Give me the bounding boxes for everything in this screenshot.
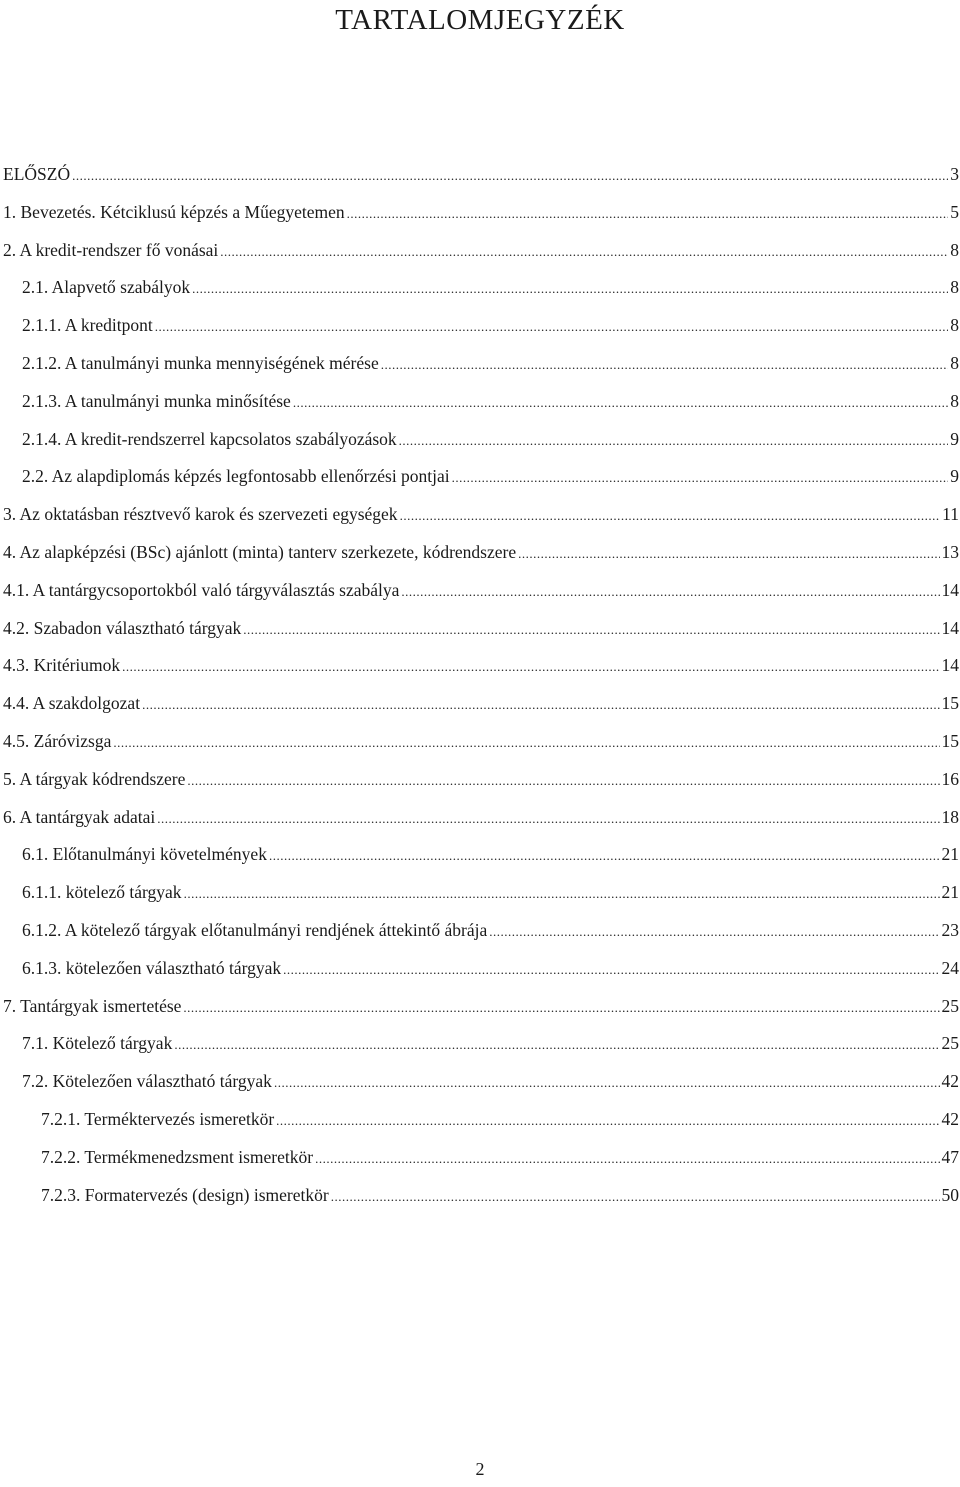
toc-dot-leader [489, 913, 939, 951]
toc-entry[interactable] [3, 799, 959, 837]
toc-entry-page: 9 [950, 466, 959, 487]
toc-entry[interactable] [3, 988, 959, 1026]
toc-entry-page: 8 [950, 352, 959, 373]
toc-entry-title: 7. Tantárgyak ismertetése [3, 995, 182, 1016]
toc-dot-leader [113, 724, 939, 762]
toc-dot-leader [155, 308, 948, 346]
toc-dot-leader [183, 989, 939, 1027]
toc-entry-page: 16 [941, 768, 959, 789]
toc-entry-page: 24 [941, 957, 959, 978]
toc-entry-page: 21 [941, 882, 959, 903]
toc-entry-title: ELŐSZÓ [3, 164, 71, 184]
toc-entry-title: 7.2.2. Termékmenedzsment ismeretkör [41, 1146, 314, 1167]
toc-entry-title: 7.2.1. Terméktervezés ismeretkör [41, 1108, 275, 1129]
toc-entry[interactable] [3, 1177, 959, 1215]
toc-entry[interactable] [3, 458, 959, 496]
toc-entry-page: 50 [941, 1184, 959, 1205]
toc-entry-title: 4.3. Kritériumok [3, 655, 121, 676]
toc-entry[interactable] [3, 345, 959, 383]
toc-entry-page: 13 [941, 541, 959, 562]
toc-dot-leader [274, 1064, 940, 1102]
toc-dot-leader [518, 535, 939, 573]
toc-entry-page: 14 [941, 617, 959, 638]
toc-entry-page: 23 [941, 919, 959, 940]
toc-entry-title: 3. Az oktatásban résztvevő karok és szervezeti egységek [3, 504, 398, 525]
toc-entry-title: 6.1.3. kötelezően választható tárgyak [22, 957, 282, 978]
toc-entry-title: 6.1. Előtanulmányi követelmények [22, 844, 267, 865]
toc-entry-page: 14 [941, 579, 959, 600]
toc-dot-leader [381, 346, 949, 384]
toc-entry[interactable] [3, 761, 959, 799]
toc-entry-page: 8 [950, 239, 959, 260]
toc-entry[interactable] [3, 1063, 959, 1101]
toc-dot-leader [192, 270, 948, 308]
toc-dot-leader [174, 1026, 939, 1064]
toc-entry-title: 2.1.4. A kredit-rendszerrel kapcsolatos szabályozások [22, 428, 397, 449]
toc-entry[interactable] [3, 685, 959, 723]
toc-entry-title: 4.2. Szabadon választható tárgyak [3, 617, 242, 638]
toc-entry[interactable] [3, 874, 959, 912]
toc-entry-page: 8 [950, 277, 959, 298]
toc-entry[interactable] [3, 610, 959, 648]
toc-dot-leader [315, 1140, 939, 1178]
toc-entry-title: 2. A kredit-rendszer fő vonásai [3, 239, 219, 260]
toc-entry-page: 18 [941, 806, 959, 827]
toc-dot-leader [187, 762, 939, 800]
toc-entry-title: 6. A tantárgyak adatai [3, 806, 156, 827]
toc-entry[interactable] [3, 950, 959, 988]
toc-entry-page: 5 [950, 201, 959, 222]
toc-entry[interactable] [3, 1025, 959, 1063]
toc-entry[interactable] [3, 307, 959, 345]
toc-entry[interactable] [3, 496, 959, 534]
toc-entry-title: 7.2. Kötelezően választható tárgyak [22, 1071, 272, 1092]
toc-dot-leader [72, 157, 948, 195]
toc-entry-page: 47 [941, 1146, 959, 1167]
toc-dot-leader [184, 875, 940, 913]
toc-dot-leader [452, 459, 949, 497]
toc-entry[interactable] [3, 383, 959, 421]
toc-entry[interactable] [3, 421, 959, 459]
toc-entry-title: 2.1.2. A tanulmányi munka mennyiségének mérése [22, 352, 379, 373]
toc-dot-leader [269, 837, 940, 875]
toc-entry[interactable] [3, 912, 959, 950]
toc-entry[interactable] [3, 232, 959, 270]
toc-entry-page: 25 [941, 1033, 959, 1054]
toc-entry-page: 21 [941, 844, 959, 865]
toc-entry-page: 42 [941, 1108, 959, 1129]
toc-dot-leader [122, 648, 939, 686]
toc-entry[interactable] [3, 647, 959, 685]
toc-entry-title: 2.2. Az alapdiplomás képzés legfontosabb ellenőrzési pontjai [22, 466, 450, 487]
toc-entry-page: 9 [950, 428, 959, 449]
toc-dot-leader [276, 1102, 939, 1140]
toc-entry-title: 1. Bevezetés. Kétciklusú képzés a Műegyetemen [3, 201, 345, 222]
toc-entry-title: 7.1. Kötelező tárgyak [22, 1033, 173, 1054]
toc-entry[interactable] [3, 534, 959, 572]
toc-entry[interactable] [3, 194, 959, 232]
toc-dot-leader [347, 195, 949, 233]
toc-entry-page: 15 [941, 730, 959, 751]
toc-entry-title: 6.1.1. kötelező tárgyak [22, 882, 182, 903]
toc-entry-title: 2.1. Alapvető szabályok [22, 277, 191, 298]
toc-entry-title: 4.4. A szakdolgozat [3, 693, 141, 714]
toc-entry-page: 14 [941, 655, 959, 676]
toc-entry[interactable] [3, 156, 959, 194]
toc-entry-title: 2.1.1. A kreditpont [22, 315, 153, 336]
toc-entry-title: 4.1. A tantárgycsoportokból való tárgyválasztás szabálya [3, 579, 400, 600]
toc-dot-leader [399, 422, 949, 460]
toc-entry-title: 7.2.3. Formatervezés (design) ismeretkör [41, 1184, 329, 1205]
table-of-contents [3, 156, 959, 1214]
toc-entry[interactable] [3, 572, 959, 610]
toc-entry[interactable] [3, 1101, 959, 1139]
toc-entry-page: 8 [950, 315, 959, 336]
toc-entry-page: 3 [950, 164, 959, 184]
toc-dot-leader [220, 233, 948, 271]
toc-entry[interactable] [3, 723, 959, 761]
toc-entry-page: 15 [941, 693, 959, 714]
toc-entry[interactable] [3, 1139, 959, 1177]
toc-entry-title: 4.5. Záróvizsga [3, 730, 112, 751]
toc-dot-leader [401, 573, 939, 611]
toc-entry-title: 4. Az alapképzési (BSc) ajánlott (minta) tanterv szerkezete, kódrendszere [3, 541, 517, 562]
toc-entry-title: 2.1.3. A tanulmányi munka minősítése [22, 390, 291, 411]
toc-entry-page: 11 [942, 504, 959, 525]
toc-dot-leader [331, 1178, 940, 1216]
toc-entry-page: 42 [941, 1071, 959, 1092]
toc-dot-leader [243, 611, 939, 649]
page-number: 2 [475, 1459, 485, 1479]
toc-dot-leader [142, 686, 939, 724]
toc-entry[interactable] [3, 269, 959, 307]
toc-entry-page: 25 [941, 995, 959, 1016]
toc-dot-leader [400, 497, 941, 535]
toc-entry-title: 5. A tárgyak kódrendszere [3, 768, 186, 789]
toc-dot-leader [293, 384, 948, 422]
toc-entry[interactable] [3, 836, 959, 874]
page-title: TARTALOMJEGYZÉK [335, 4, 625, 36]
toc-dot-leader [157, 800, 939, 838]
toc-dot-leader [283, 951, 939, 989]
toc-entry-title: 6.1.2. A kötelező tárgyak előtanulmányi rendjének áttekintő ábrája [22, 919, 488, 940]
toc-entry-page: 8 [950, 390, 959, 411]
